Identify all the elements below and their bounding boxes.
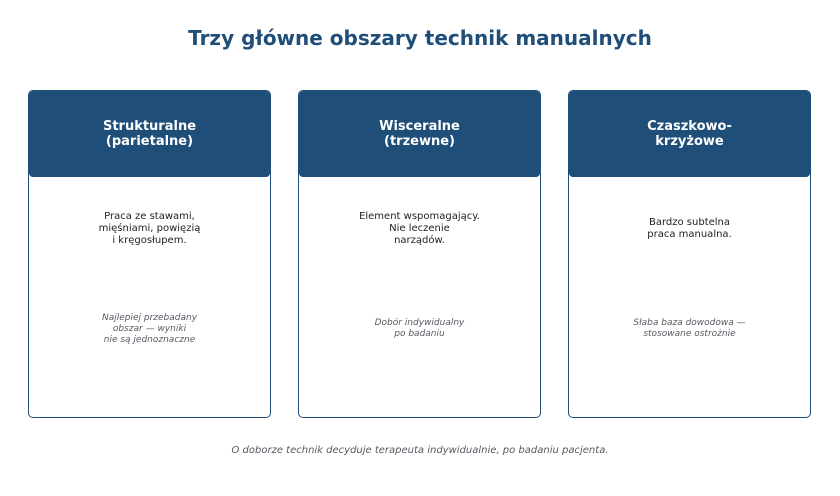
- card-description-text: Bardzo subtelna praca manualna.: [647, 217, 732, 240]
- card-heading: Wisceralne (trzewne): [379, 119, 460, 149]
- card-note-text: Dobór indywidualny po badaniu: [374, 318, 465, 339]
- card-note: [299, 297, 540, 361]
- card-description: [299, 191, 540, 267]
- card-heading: Strukturalne (parietalne): [102, 119, 197, 149]
- card-note-text: Słaba baza dowodowa — stosowane ostrożnie: [633, 318, 746, 339]
- card-craniosacral: [568, 90, 811, 418]
- card-note-text: Najlepiej przebadany obszar — wyniki nie są jednoznaczne: [101, 312, 198, 345]
- card-header: [29, 91, 270, 177]
- card-description-text: Praca ze stawami, mięśniami, powięzią i kręgosłupem.: [98, 211, 201, 246]
- card-description: [569, 191, 810, 267]
- card-structural: [28, 90, 271, 418]
- card-header: [299, 91, 540, 177]
- card-description: [29, 191, 270, 267]
- page-title: Trzy główne obszary technik manualnych: [188, 26, 652, 50]
- card-note: [569, 297, 810, 361]
- card-description-text: Element wspomagający. Nie leczenie narządów.: [359, 211, 480, 246]
- card-header: [569, 91, 810, 177]
- card-visceral: [298, 90, 541, 418]
- card-note: [29, 297, 270, 361]
- footer-note: O doborze technik decyduje terapeuta indywidualnie, po badaniu pacjenta.: [231, 445, 609, 456]
- card-heading: Czaszkowo- krzyżowe: [647, 119, 732, 149]
